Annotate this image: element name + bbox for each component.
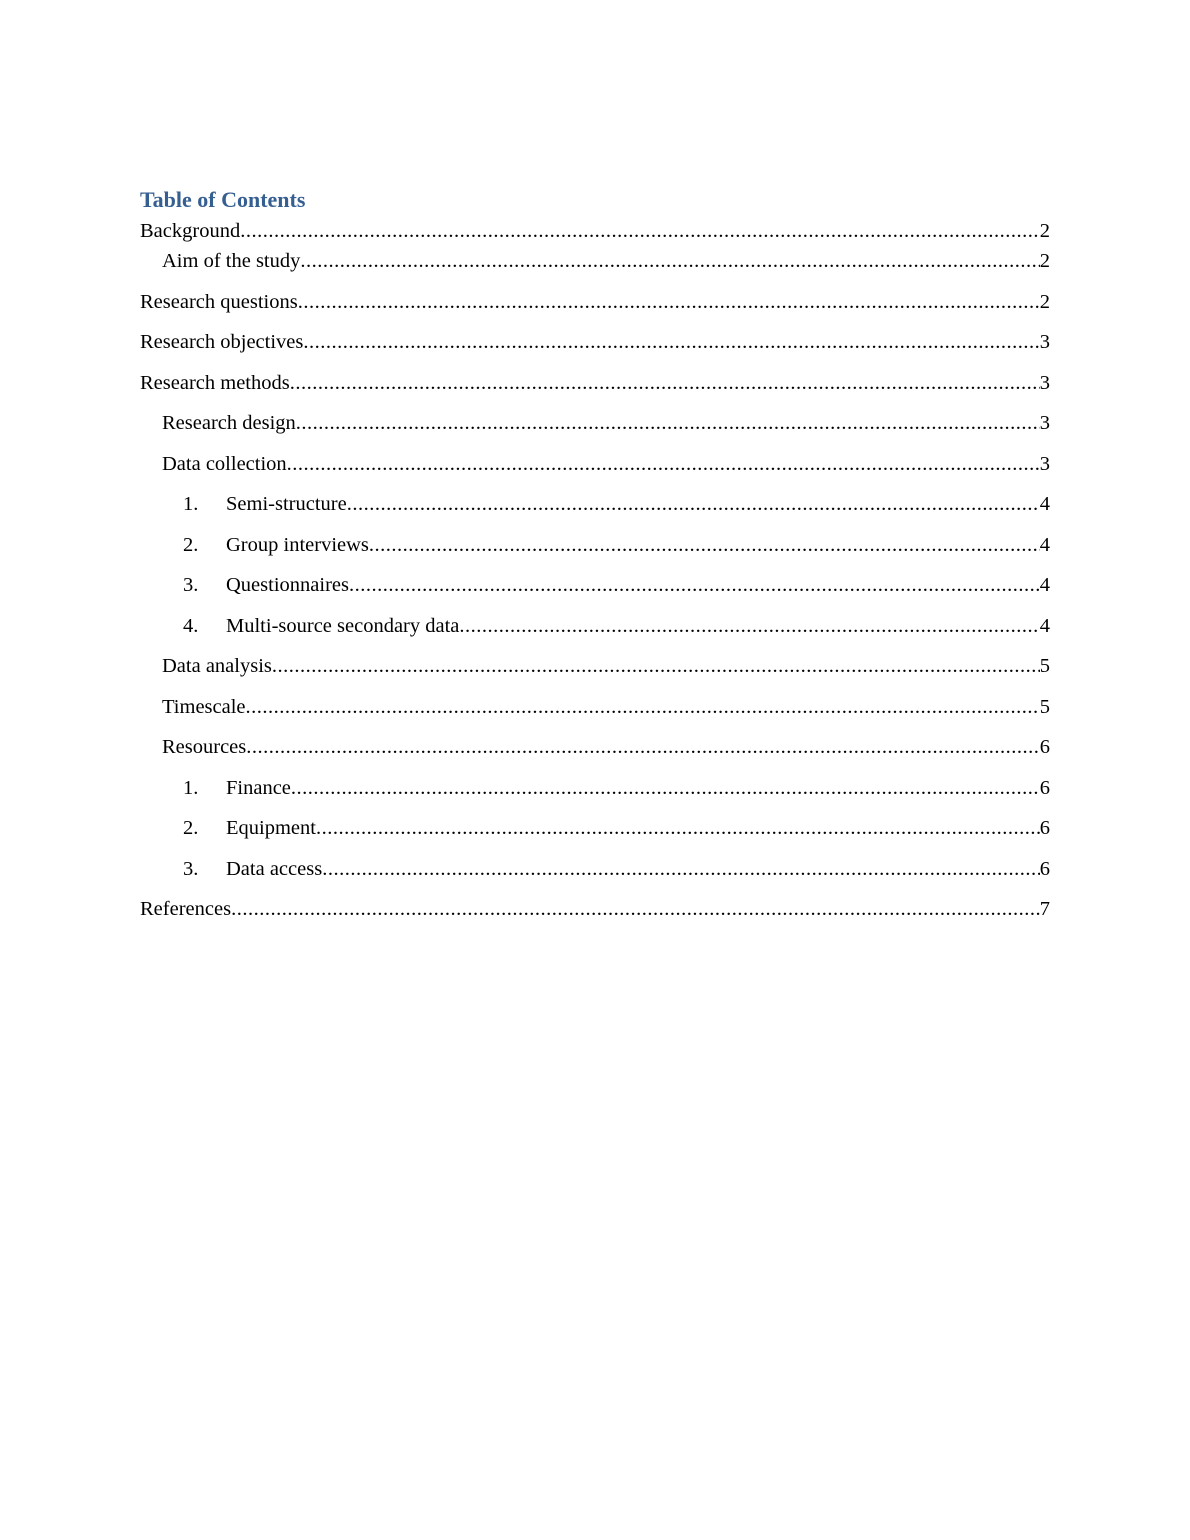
toc-entry-number: 3. xyxy=(183,574,199,596)
toc-dot-leader xyxy=(296,409,1040,437)
toc-entry-research-objectives[interactable] xyxy=(140,328,1050,369)
toc-entry-text: Multi-source secondary data xyxy=(226,614,460,637)
toc-entry-text: Research methods xyxy=(140,371,290,394)
toc-list xyxy=(140,217,1050,936)
toc-entry-text: References xyxy=(140,898,232,920)
toc-entry-questionnaires[interactable] xyxy=(140,571,1050,612)
toc-page-number: 4 xyxy=(1039,493,1050,515)
toc-entry-text: Equipment xyxy=(226,817,316,839)
toc-entry-text: Research design xyxy=(162,412,296,434)
toc-page-number: 3 xyxy=(1039,412,1050,434)
document-page xyxy=(140,183,1050,936)
toc-entry-research-methods[interactable] xyxy=(140,369,1050,410)
toc-entry-references[interactable] xyxy=(140,895,1050,936)
toc-entry-text: Data access xyxy=(226,857,323,880)
toc-entry-text: Background xyxy=(140,220,241,242)
toc-dot-leader xyxy=(347,490,1040,518)
toc-dot-leader xyxy=(240,217,1040,245)
toc-dot-leader xyxy=(349,571,1040,599)
toc-page-number: 3 xyxy=(1039,371,1050,394)
toc-page-number: 2 xyxy=(1039,250,1050,272)
toc-entry-research-design[interactable] xyxy=(140,409,1050,450)
toc-entry-number: 4. xyxy=(183,614,199,637)
toc-title: Table of Contents xyxy=(140,187,306,212)
toc-page-number: 5 xyxy=(1039,695,1050,718)
toc-page-number: 4 xyxy=(1039,574,1050,596)
toc-dot-leader xyxy=(459,612,1039,640)
toc-entry-data-analysis[interactable] xyxy=(140,652,1050,693)
toc-entry-text: Semi-structure xyxy=(226,493,347,515)
toc-entry-text: Research questions xyxy=(140,290,298,313)
toc-entry-text: Questionnaires xyxy=(226,574,349,596)
toc-entry-text: Resources xyxy=(162,736,247,758)
toc-entry-text: Timescale xyxy=(162,695,246,718)
toc-dot-leader xyxy=(290,369,1040,397)
toc-page-number: 4 xyxy=(1039,533,1050,556)
toc-entry-group-interviews[interactable] xyxy=(140,531,1050,572)
toc-dot-leader xyxy=(303,328,1039,356)
toc-entry-timescale[interactable] xyxy=(140,693,1050,734)
toc-entry-text: Research objectives xyxy=(140,331,304,353)
toc-entry-number: 1. xyxy=(183,776,199,799)
toc-entry-finance[interactable] xyxy=(140,774,1050,815)
toc-dot-leader xyxy=(316,814,1040,842)
toc-entry-semi-structure[interactable] xyxy=(140,490,1050,531)
toc-page-number: 4 xyxy=(1039,614,1050,637)
toc-page-number: 2 xyxy=(1039,290,1050,313)
toc-entry-number: 3. xyxy=(183,857,199,880)
toc-entry-data-access[interactable] xyxy=(140,855,1050,896)
toc-entry-text: Aim of the study xyxy=(162,250,301,272)
toc-dot-leader xyxy=(291,774,1040,802)
toc-dot-leader xyxy=(287,450,1040,478)
toc-entry-number: 1. xyxy=(183,493,199,515)
toc-dot-leader xyxy=(298,288,1040,316)
toc-page-number: 3 xyxy=(1039,452,1050,475)
toc-page-number: 2 xyxy=(1039,220,1050,242)
toc-page-number: 6 xyxy=(1039,817,1050,839)
toc-entry-data-collection[interactable] xyxy=(140,450,1050,491)
toc-dot-leader xyxy=(369,531,1040,559)
toc-dot-leader xyxy=(246,733,1039,761)
toc-page-number: 7 xyxy=(1039,898,1050,920)
toc-entry-number: 2. xyxy=(183,817,199,839)
toc-entry-resources[interactable] xyxy=(140,733,1050,774)
toc-entry-research-questions[interactable] xyxy=(140,288,1050,329)
toc-entry-text: Data collection xyxy=(162,452,287,475)
toc-page-number: 6 xyxy=(1039,736,1050,758)
toc-dot-leader xyxy=(300,247,1039,275)
toc-page-number: 3 xyxy=(1039,331,1050,353)
toc-entry-background[interactable] xyxy=(140,217,1050,247)
toc-page-number: 6 xyxy=(1039,776,1050,799)
toc-entry-text: Data analysis xyxy=(162,655,272,677)
toc-page-number: 5 xyxy=(1039,655,1050,677)
toc-dot-leader xyxy=(246,693,1040,721)
toc-page-number: 6 xyxy=(1039,857,1050,880)
toc-entry-equipment[interactable] xyxy=(140,814,1050,855)
toc-entry-aim-of-the-study[interactable] xyxy=(140,247,1050,288)
toc-entry-number: 2. xyxy=(183,533,199,556)
toc-entry-text: Group interviews xyxy=(226,533,369,556)
toc-dot-leader xyxy=(322,855,1040,883)
toc-dot-leader xyxy=(231,895,1040,923)
toc-dot-leader xyxy=(272,652,1040,680)
toc-entry-text: Finance xyxy=(226,776,291,799)
toc-entry-multi-source-secondary-data[interactable] xyxy=(140,612,1050,653)
